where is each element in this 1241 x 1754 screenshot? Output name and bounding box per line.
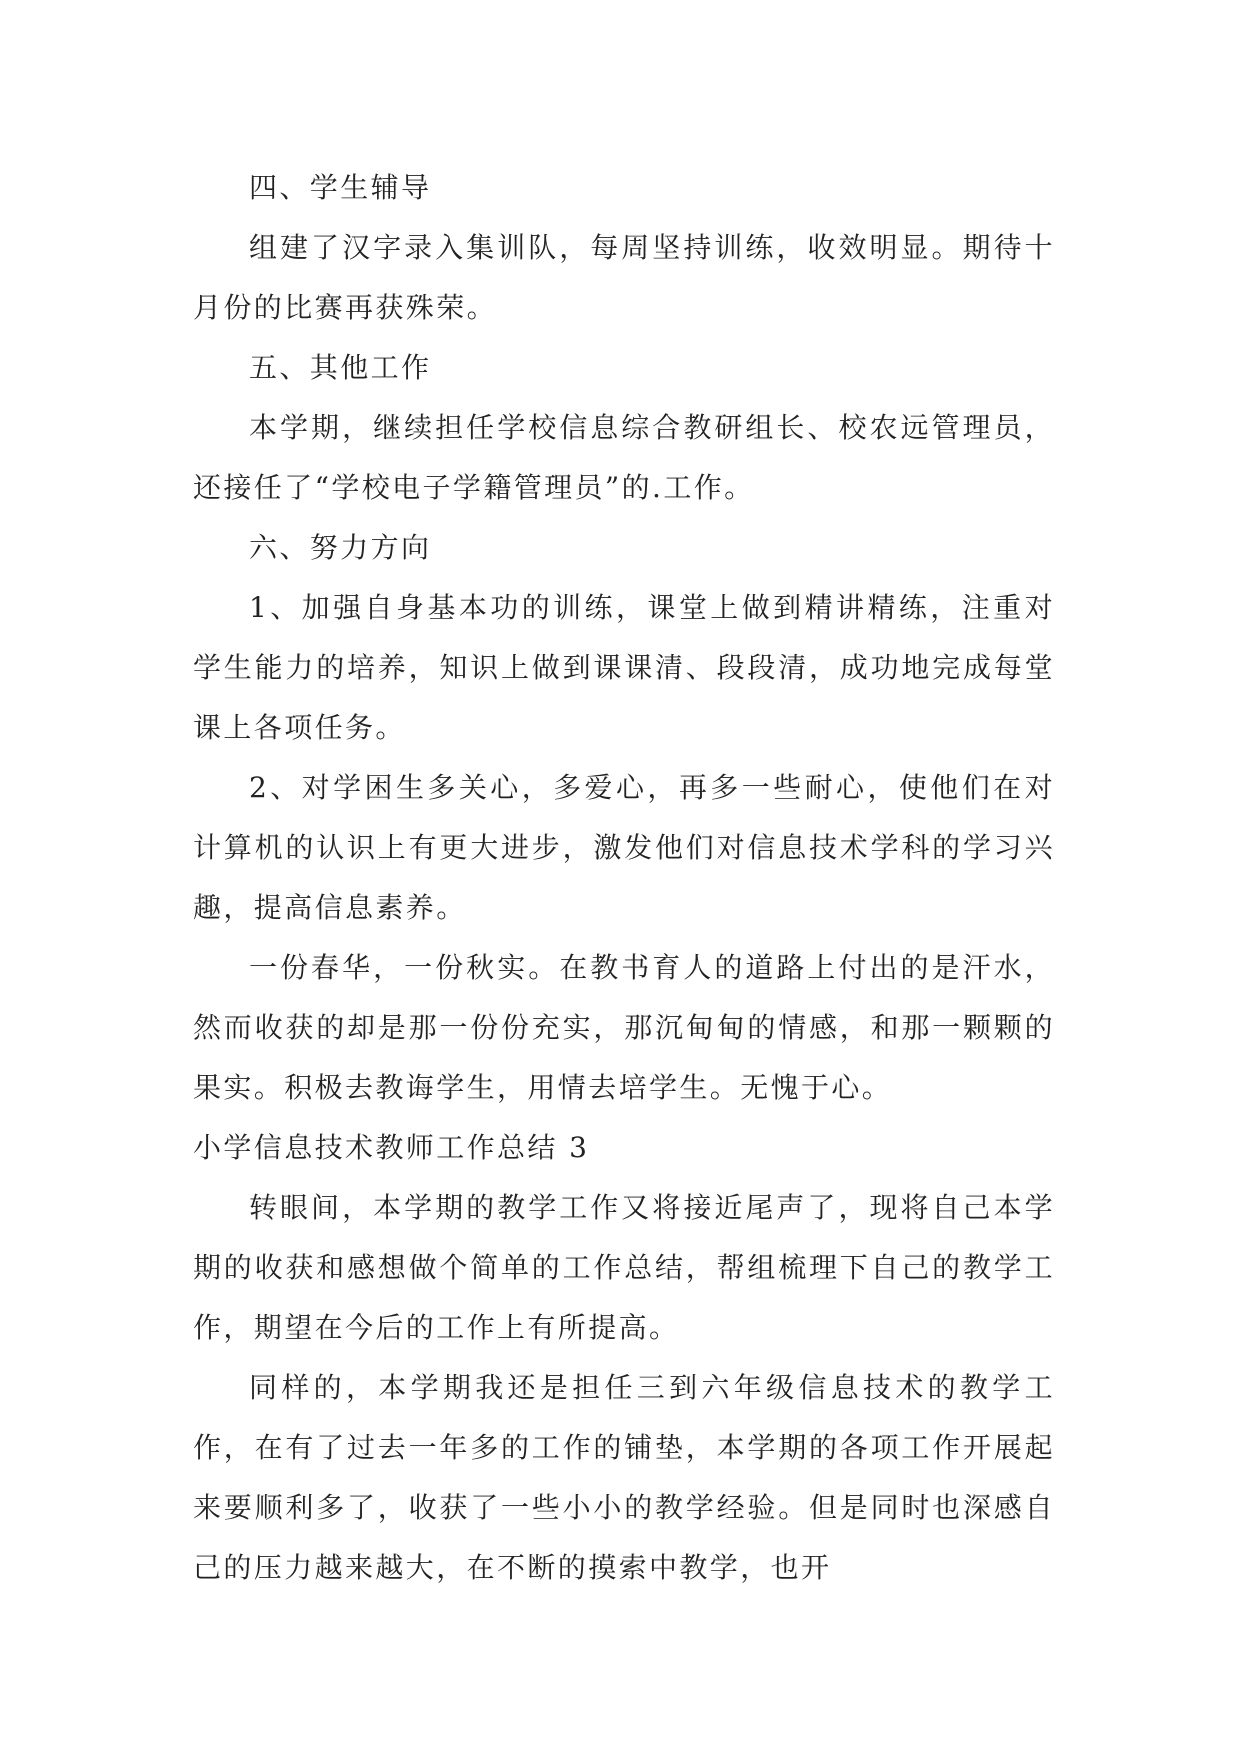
document-body — [193, 158, 1055, 1598]
article-title: 小学信息技术教师工作总结 3 — [193, 1131, 590, 1164]
paragraph-other-roles: 本学期，继续担任学校信息综合教研组长、校农远管理员，还接任了“学校电子学籍管理员”的.工作。 — [193, 411, 1055, 504]
paragraph-typing-team: 组建了汉字录入集训队，每周坚持训练，收效明显。期待十月份的比赛再获殊荣。 — [193, 231, 1055, 324]
section-heading-student-tutoring: 四、学生辅导 — [249, 171, 432, 204]
paragraph-intro: 转眼间，本学期的教学工作又将接近尾声了，现将自己本学期的收获和感想做个简单的工作总结，帮组梳理下自己的教学工作，期望在今后的工作上有所提高。 — [193, 1191, 1055, 1344]
section-heading-other-work: 五、其他工作 — [249, 351, 432, 384]
paragraph-direction-2: 2、对学困生多关心，多爱心，再多一些耐心，使他们在对计算机的认识上有更大进步，激发他们对信息技术学科的学习兴趣，提高信息素养。 — [193, 771, 1055, 924]
paragraph-conclusion: 一份春华，一份秋实。在教书育人的道路上付出的是汗水，然而收获的却是那一份份充实，那沉甸甸的情感，和那一颗颗的果实。积极去教诲学生，用情去培学生。无愧于心。 — [193, 951, 1055, 1104]
paragraph-direction-1: 1、加强自身基本功的训练，课堂上做到精讲精练，注重对学生能力的培养，知识上做到课课清、段段清，成功地完成每堂课上各项任务。 — [193, 591, 1055, 744]
section-heading-direction: 六、努力方向 — [249, 531, 432, 564]
paragraph-teaching-work: 同样的，本学期我还是担任三到六年级信息技术的教学工作，在有了过去一年多的工作的铺垫，本学期的各项工作开展起来要顺利多了，收获了一些小小的教学经验。但是同时也深感自己的压力越来越大，在不断的摸索中教学，也开 — [193, 1371, 1055, 1584]
